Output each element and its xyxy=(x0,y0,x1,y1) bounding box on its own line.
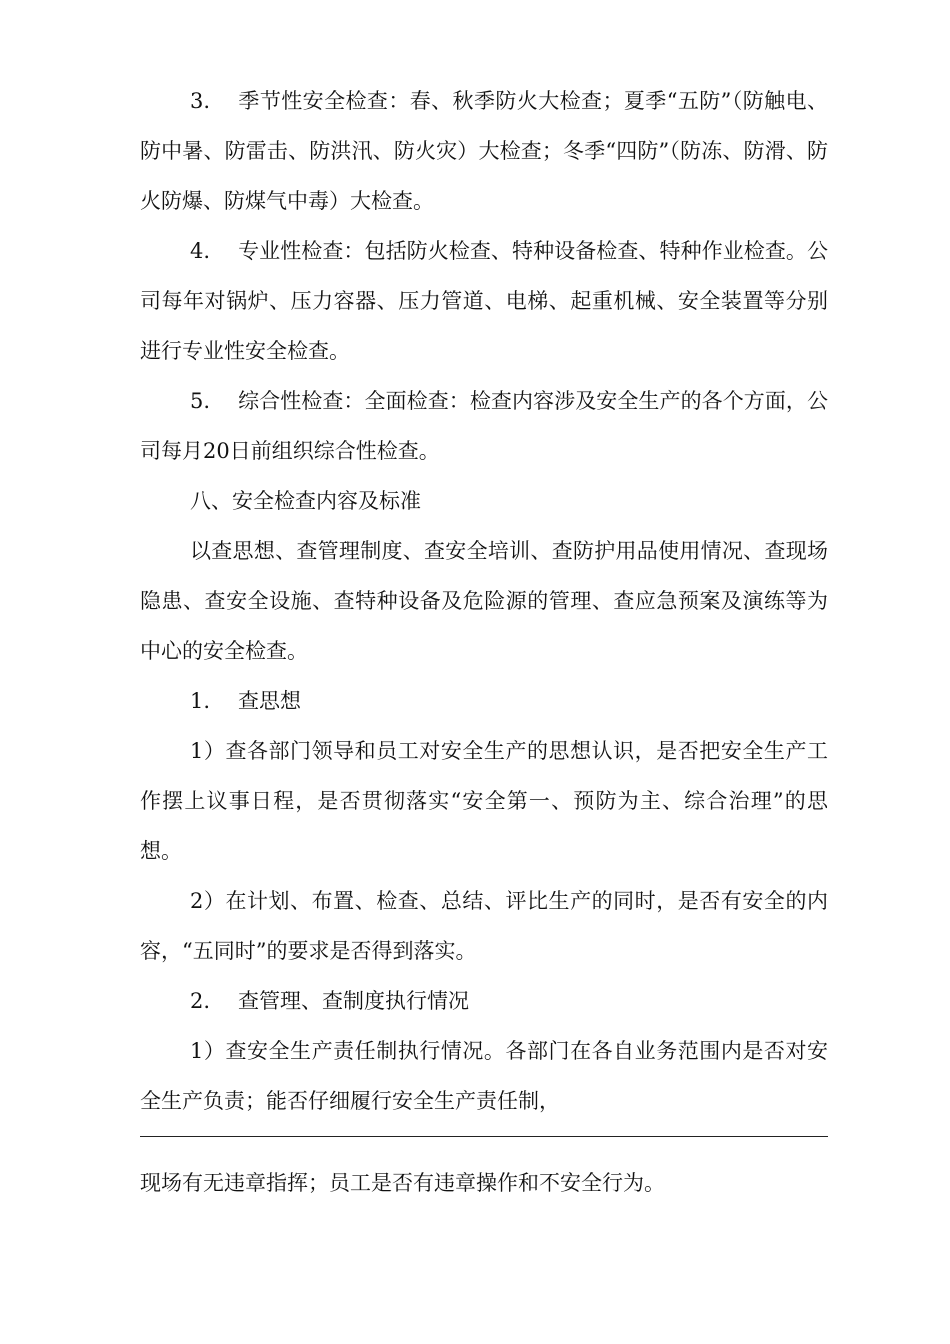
paragraph-inspection-scope xyxy=(140,526,828,676)
paragraph-text: 1）查各部门领导和员工对安全生产的思想认识，是否把安全生产工作摆上议事日程，是否贯彻落实“安全第一、预防为主、综合治理”的思想。 xyxy=(140,739,828,863)
subheading-check-thinking xyxy=(140,676,828,726)
section-heading-text: 八、安全检查内容及标准 xyxy=(190,489,421,513)
subheading-text: 查思想 xyxy=(238,689,301,713)
paragraph-text: 专业性检查：包括防火检查、特种设备检查、特种作业检查。公司每年对锅炉、压力容器、压力管道、电梯、起重机械、安全装置等分别进行专业性安全检查。 xyxy=(140,239,828,363)
item-number: 5. xyxy=(190,389,211,413)
paragraph-text: 季节性安全检查：春、秋季防火大检查；夏季“五防”（防触电、防中暑、防雷击、防洪汛、防火灾）大检查；冬季“四防”（防冻、防滑、防火防爆、防煤气中毒）大检查。 xyxy=(140,89,828,213)
paragraph-thinking-item-2 xyxy=(140,876,828,976)
item-number: 4. xyxy=(190,239,211,263)
paragraph-comprehensive-inspection xyxy=(140,376,828,476)
page-divider xyxy=(140,1136,828,1137)
item-number: 2. xyxy=(190,989,211,1013)
paragraph-management-item-1 xyxy=(140,1026,828,1126)
paragraph-text: 综合性检查：全面检查：检查内容涉及安全生产的各个方面，公司每月20日前组织综合性检查。 xyxy=(140,389,828,463)
paragraph-thinking-item-1 xyxy=(140,726,828,876)
paragraph-professional-inspection xyxy=(140,226,828,376)
footer-continuation-text: 现场有无违章指挥；员工是否有违章操作和不安全行为。 xyxy=(140,1171,665,1195)
document-body xyxy=(140,76,828,1126)
paragraph-text: 以查思想、查管理制度、查安全培训、查防护用品使用情况、查现场隐患、查安全设施、查特种设备及危险源的管理、查应急预案及演练等为中心的安全检查。 xyxy=(140,539,828,663)
paragraph-seasonal-inspection xyxy=(140,76,828,226)
subheading-check-management xyxy=(140,976,828,1026)
paragraph-text: 2）在计划、布置、检查、总结、评比生产的同时，是否有安全的内容，“五同时”的要求是否得到落实。 xyxy=(140,889,828,963)
paragraph-text: 1）查安全生产责任制执行情况。各部门在各自业务范围内是否对安全生产负责；能否仔细履行安全生产责任制， xyxy=(140,1039,828,1113)
item-number: 3. xyxy=(190,89,211,113)
subheading-text: 查管理、查制度执行情况 xyxy=(238,989,469,1013)
item-number: 1. xyxy=(190,689,211,713)
section-heading xyxy=(140,476,828,526)
